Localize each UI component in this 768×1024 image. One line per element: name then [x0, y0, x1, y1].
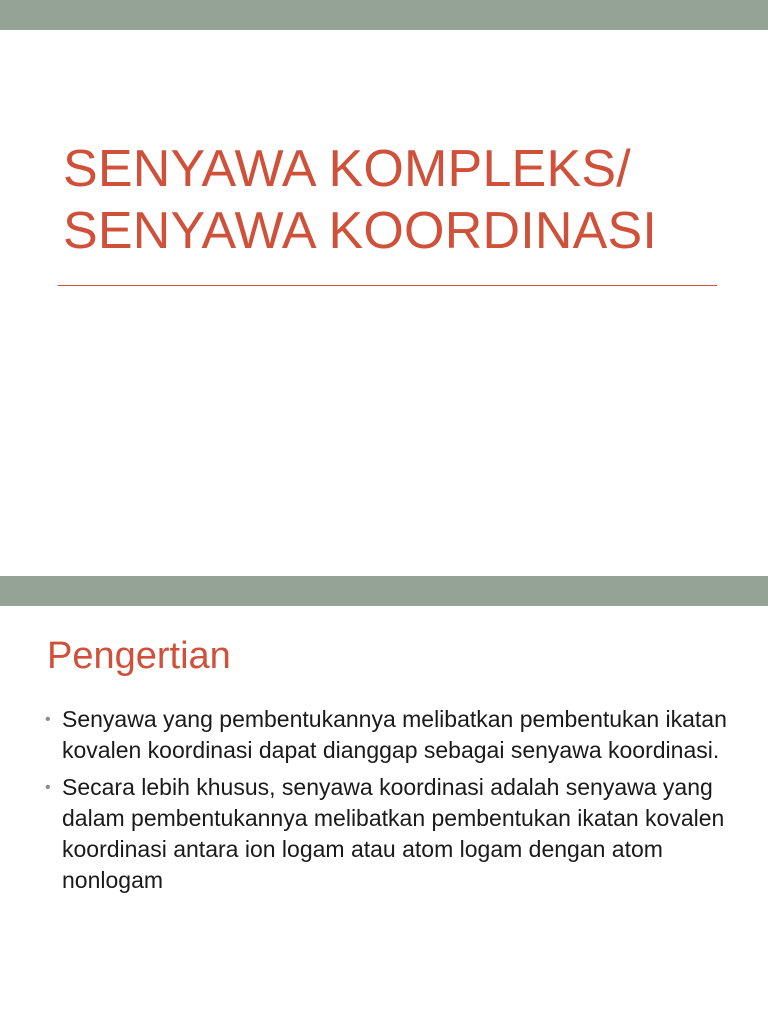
bullet-list — [44, 704, 744, 902]
list-item — [44, 704, 744, 766]
slide-definition — [0, 576, 768, 1024]
list-item — [44, 772, 744, 896]
title-line-2: SENYAWA KOORDINASI — [63, 202, 658, 260]
bullet-text: Secara lebih khusus, senyawa koordinasi adalah senyawa yang dalam pembentukannya melibatkan pembentukan ikatan kovalen koordinasi antara ion logam atau atom logam dengan atom nonlogam — [62, 774, 725, 893]
slide-title-heading — [63, 138, 743, 262]
section-heading: Pengertian — [47, 635, 231, 677]
bullet-icon: • — [45, 779, 51, 796]
title-underline — [58, 285, 717, 286]
top-band — [0, 0, 768, 30]
title-line-1: SENYAWA KOMPLEKS/ — [63, 140, 631, 198]
bullet-icon: • — [45, 711, 51, 728]
top-band — [0, 576, 768, 606]
bullet-text: Senyawa yang pembentukannya melibatkan pembentukan ikatan kovalen koordinasi dapat dianggap sebagai senyawa koordinasi. — [62, 706, 727, 763]
